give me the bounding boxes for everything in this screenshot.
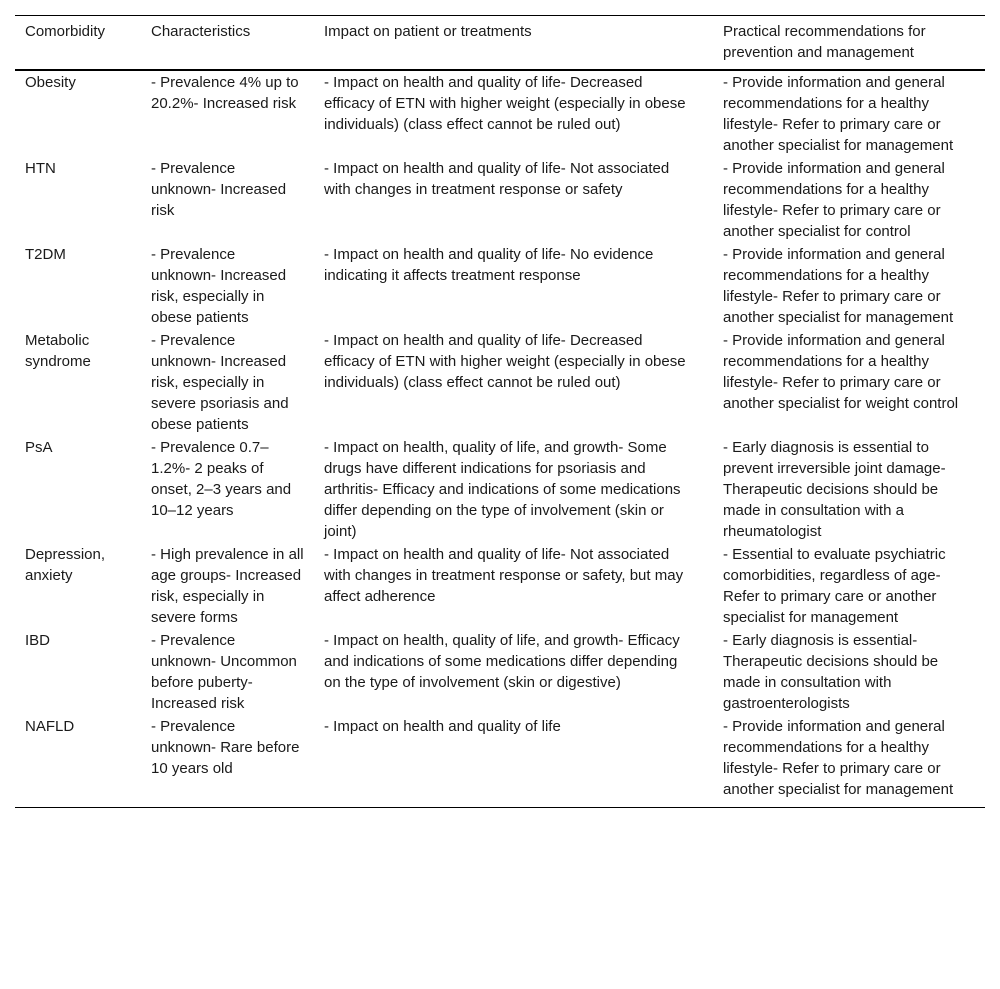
cell-impact: - Impact on health and quality of life bbox=[324, 718, 561, 735]
cell-comorbidity: HTN bbox=[25, 160, 56, 177]
cell-recommendations: - Provide information and general recommendations for a healthy lifestyle- Refer to primary care or another specialist for control bbox=[723, 160, 945, 240]
cell-recommendations: - Early diagnosis is essential- Therapeutic decisions should be made in consultation with gastroenterologists bbox=[723, 632, 939, 712]
table-header bbox=[15, 16, 985, 71]
cell-comorbidity: IBD bbox=[25, 632, 51, 649]
header-characteristics: Characteristics bbox=[151, 23, 251, 40]
table-row bbox=[15, 156, 985, 242]
table-row bbox=[15, 435, 985, 542]
cell-recommendations: - Provide information and general recommendations for a healthy lifestyle- Refer to primary care or another specialist for management bbox=[723, 718, 954, 798]
cell-impact: - Impact on health and quality of life- Not associated with changes in treatment response or safety, but may affect adherence bbox=[324, 546, 684, 605]
cell-impact: - Impact on health, quality of life, and growth- Some drugs have different indications for psoriasis and arthritis- Efficacy and indications of some medications differ depending on the type of involvement (skin or joint) bbox=[324, 439, 681, 540]
table-body bbox=[15, 70, 985, 808]
cell-characteristics: - Prevalence unknown- Increased risk, especially in obese patients bbox=[151, 246, 287, 326]
cell-characteristics: - Prevalence unknown- Rare before 10 years old bbox=[151, 718, 300, 777]
cell-recommendations: - Essential to evaluate psychiatric comorbidities, regardless of age- Refer to primary care or another specialist for management bbox=[723, 546, 946, 626]
table-row bbox=[15, 70, 985, 156]
cell-characteristics: - Prevalence unknown- Uncommon before puberty- Increased risk bbox=[151, 632, 297, 712]
cell-recommendations: - Provide information and general recommendations for a healthy lifestyle- Refer to primary care or another specialist for management bbox=[723, 246, 954, 326]
comorbidity-table bbox=[15, 15, 985, 808]
cell-comorbidity: Obesity bbox=[25, 74, 76, 91]
header-recommendations: Practical recommendations for prevention and management bbox=[723, 23, 926, 61]
cell-comorbidity: PsA bbox=[25, 439, 53, 456]
cell-impact: - Impact on health and quality of life- Not associated with changes in treatment response or safety bbox=[324, 160, 670, 198]
cell-comorbidity: T2DM bbox=[25, 246, 66, 263]
table-row bbox=[15, 628, 985, 714]
table-row bbox=[15, 328, 985, 435]
cell-recommendations: - Provide information and general recommendations for a healthy lifestyle- Refer to primary care or another specialist for management bbox=[723, 74, 954, 154]
cell-characteristics: - Prevalence unknown- Increased risk, especially in severe psoriasis and obese patients bbox=[151, 332, 289, 433]
header-comorbidity: Comorbidity bbox=[25, 23, 106, 40]
cell-characteristics: - Prevalence 0.7–1.2%- 2 peaks of onset, 2–3 years and 10–12 years bbox=[151, 439, 292, 519]
cell-impact: - Impact on health, quality of life, and growth- Efficacy and indications of some medications differ depending on the type of involvement (skin or digestive) bbox=[324, 632, 680, 691]
table-row bbox=[15, 242, 985, 328]
cell-recommendations: - Early diagnosis is essential to prevent irreversible joint damage- Therapeutic decisions should be made in consultation with a rheumatologist bbox=[723, 439, 946, 540]
cell-comorbidity: Metabolic syndrome bbox=[25, 332, 91, 370]
cell-impact: - Impact on health and quality of life- Decreased efficacy of ETN with higher weight (especially in obese individuals) (class effect cannot be ruled out) bbox=[324, 332, 686, 391]
table-row bbox=[15, 542, 985, 628]
header-row bbox=[15, 16, 985, 71]
cell-characteristics: - Prevalence 4% up to 20.2%- Increased risk bbox=[151, 74, 299, 112]
cell-comorbidity: NAFLD bbox=[25, 718, 75, 735]
cell-impact: - Impact on health and quality of life- Decreased efficacy of ETN with higher weight (especially in obese individuals) (class effect cannot be ruled out) bbox=[324, 74, 686, 133]
cell-impact: - Impact on health and quality of life- No evidence indicating it affects treatment response bbox=[324, 246, 654, 284]
cell-characteristics: - Prevalence unknown- Increased risk bbox=[151, 160, 287, 219]
header-impact: Impact on patient or treatments bbox=[324, 23, 532, 40]
cell-characteristics: - High prevalence in all age groups- Increased risk, especially in severe forms bbox=[151, 546, 304, 626]
table-row bbox=[15, 714, 985, 808]
cell-comorbidity: Depression, anxiety bbox=[25, 546, 106, 584]
cell-recommendations: - Provide information and general recommendations for a healthy lifestyle- Refer to primary care or another specialist for weight control bbox=[723, 332, 959, 412]
